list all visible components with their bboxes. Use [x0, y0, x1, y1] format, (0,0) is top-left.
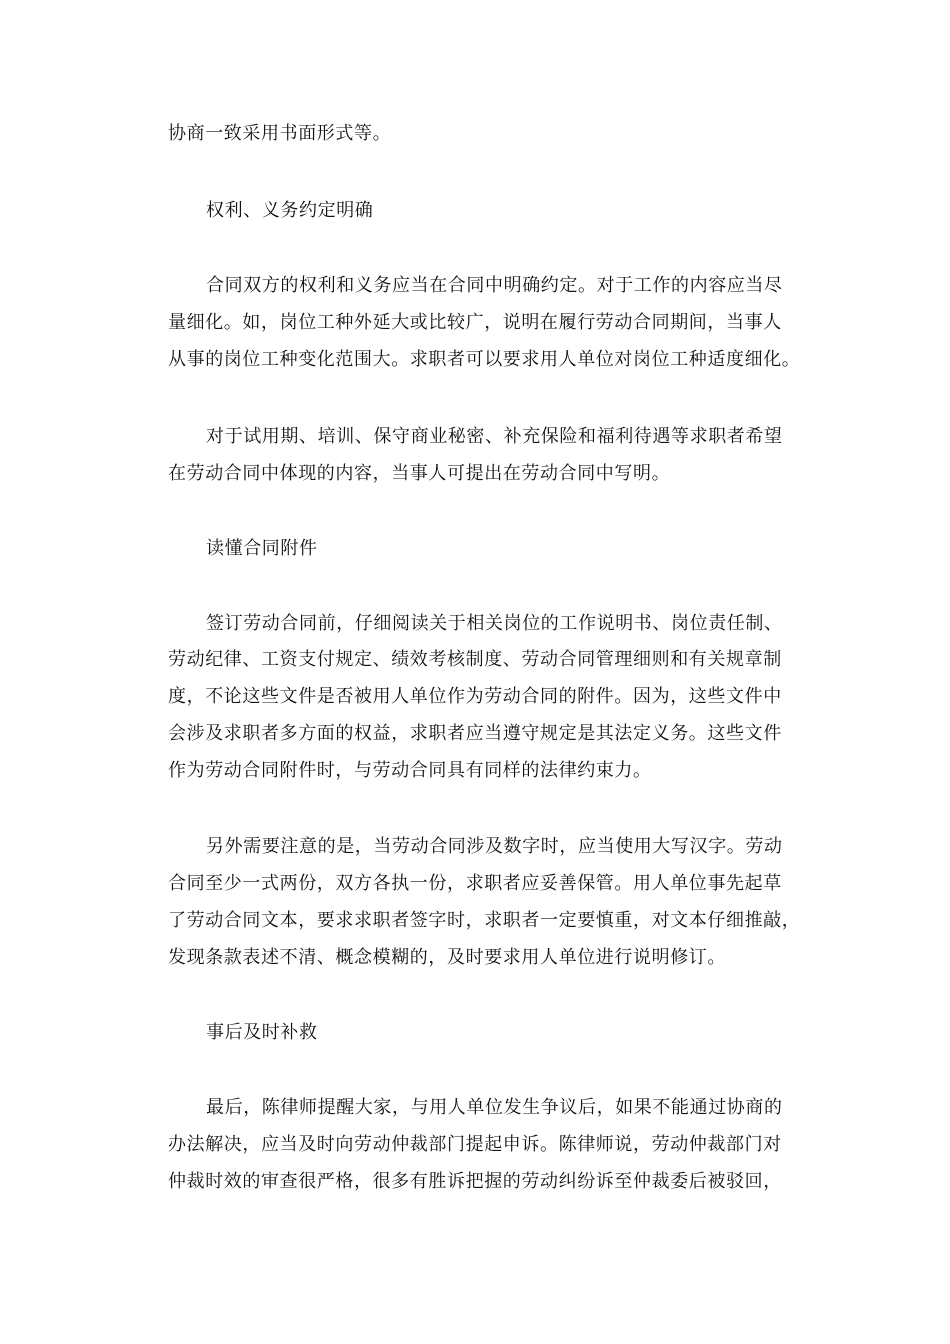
section-heading: 权利、义务约定明确 [206, 200, 374, 221]
section-heading: 读懂合同附件 [206, 538, 318, 559]
paragraph-line: 仲裁时效的审查很严格，很多有胜诉把握的劳动纠纷诉至仲裁委后被驳回， [168, 1171, 782, 1192]
paragraph-line: 会涉及求职者多方面的权益，求职者应当遵守规定是其法定义务。这些文件 [168, 723, 782, 744]
paragraph-line: 签订劳动合同前，仔细阅读关于相关岗位的工作说明书、岗位责任制、 [206, 613, 783, 634]
paragraph-line: 另外需要注意的是，当劳动合同涉及数字时，应当使用大写汉字。劳动 [206, 836, 783, 857]
paragraph-line: 作为劳动合同附件时，与劳动合同具有同样的法律约束力。 [168, 760, 652, 781]
paragraph-line: 劳动纪律、工资支付规定、绩效考核制度、劳动合同管理细则和有关规章制 [168, 649, 782, 670]
paragraph-line: 发现条款表述不清、概念模糊的，及时要求用人单位进行说明修订。 [168, 947, 726, 968]
paragraph-line: 对于试用期、培训、保守商业秘密、补充保险和福利待遇等求职者希望 [206, 426, 783, 447]
paragraph-line: 合同双方的权利和义务应当在合同中明确约定。对于工作的内容应当尽 [206, 275, 783, 296]
paragraph-line: 合同至少一式两份，双方各执一份，求职者应妥善保管。用人单位事先起草 [168, 873, 782, 894]
paragraph-line: 最后，陈律师提醒大家，与用人单位发生争议后，如果不能通过协商的 [206, 1097, 783, 1118]
paragraph-line: 办法解决，应当及时向劳动仲裁部门提起申诉。陈律师说，劳动仲裁部门对 [168, 1134, 782, 1155]
paragraph-line: 量细化。如，岗位工种外延大或比较广，说明在履行劳动合同期间，当事人 [168, 312, 782, 333]
paragraph-line: 在劳动合同中体现的内容，当事人可提出在劳动合同中写明。 [168, 463, 671, 484]
paragraph-line: 从事的岗位工种变化范围大。求职者可以要求用人单位对岗位工种适度细化。 [168, 349, 801, 370]
paragraph-line: 了劳动合同文本，要求求职者签字时，求职者一定要慎重，对文本仔细推敲， [168, 910, 801, 931]
paragraph-line: 协商一致采用书面形式等。 [168, 123, 392, 144]
paragraph-line: 度，不论这些文件是否被用人单位作为劳动合同的附件。因为，这些文件中 [168, 686, 782, 707]
section-heading: 事后及时补救 [206, 1022, 318, 1043]
